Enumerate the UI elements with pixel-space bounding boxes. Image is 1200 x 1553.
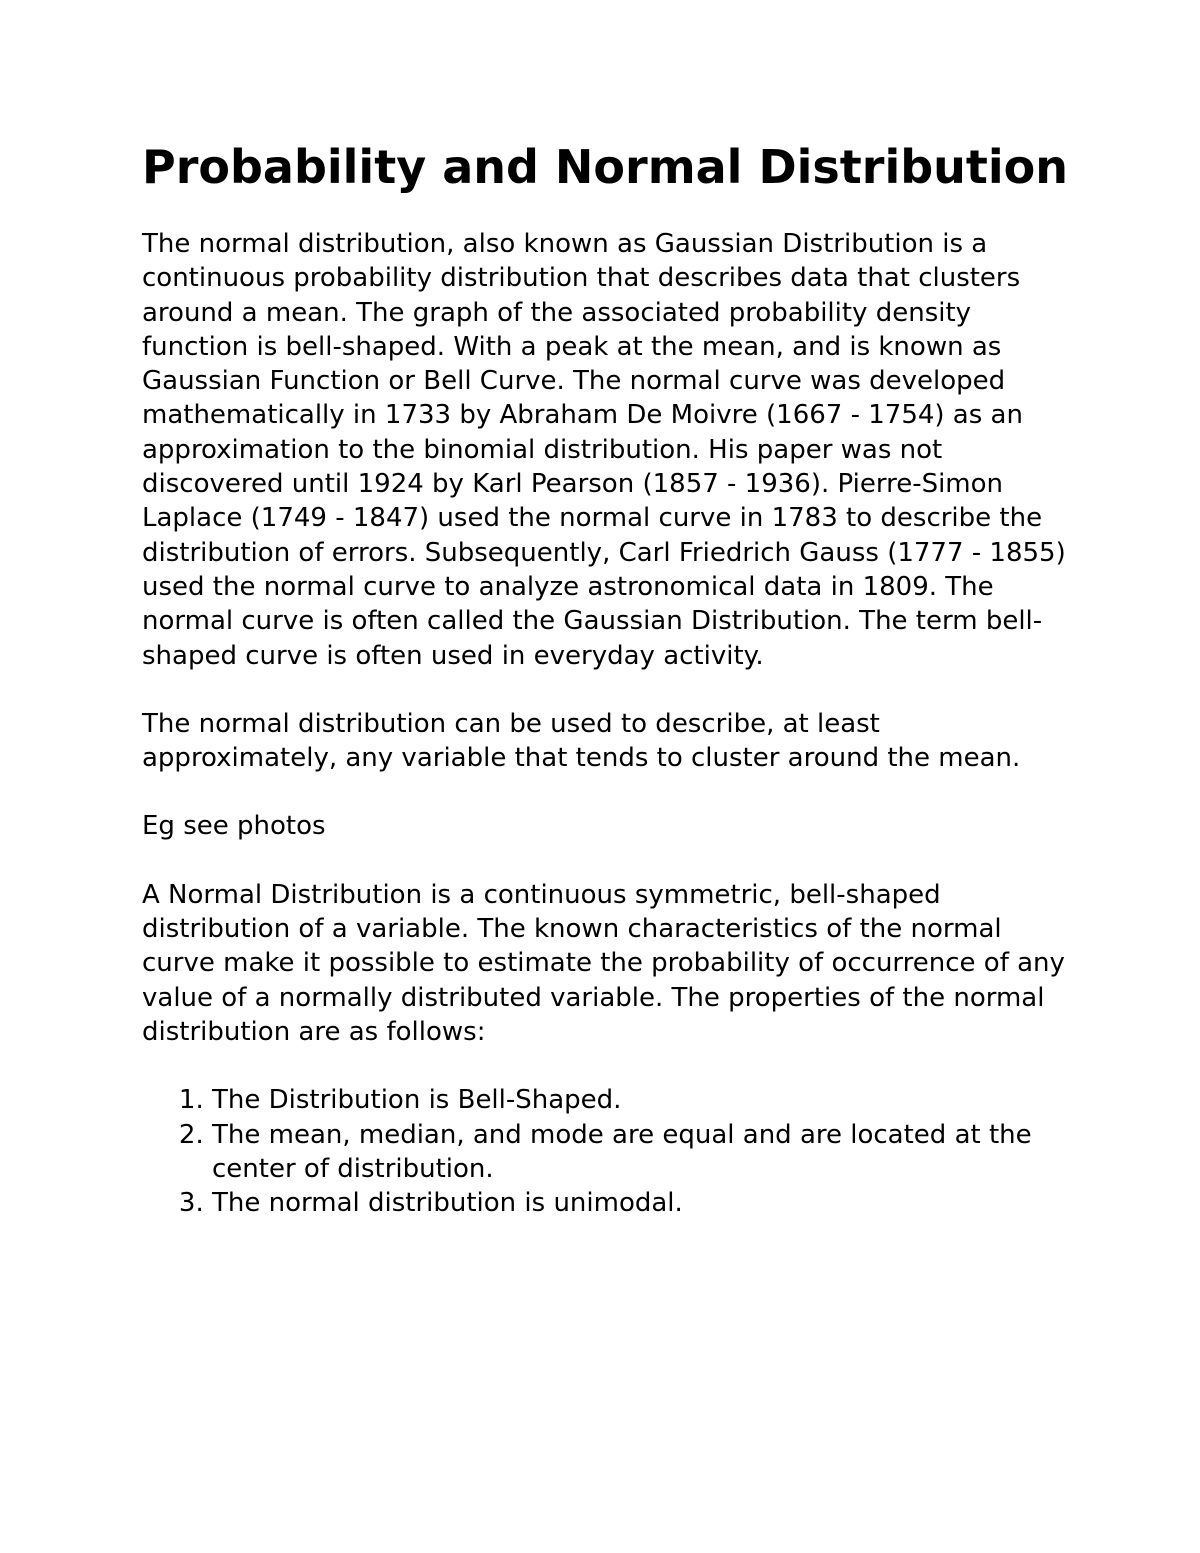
document-title: Probability and Normal Distribution — [142, 140, 1069, 194]
properties-list — [142, 1083, 1072, 1220]
list-item: 2. The mean, median, and mode are equal and are located at the center of distribution. — [212, 1118, 1072, 1187]
spacer — [142, 775, 1072, 809]
paragraph-definition: A Normal Distribution is a continuous symmetric, bell-shaped distribution of a variable. The known characteristics of the normal curve make it possible to estimate the probability of occurrence of any value of a normally distributed variable. The properties of the normal distribution are as follows: — [142, 879, 1065, 1047]
paragraph-intro: The normal distribution, also known as Gaussian Distribution is a continuous probability distribution that describes data that clusters around a mean. The graph of the associated probability density function is bell-shaped. With a peak at the mean, and is known as Gaussian Function or Bell Curve. The normal curve was developed mathematically in 1733 by Abraham De Moivre (1667 - 1754) as an approximation to the binomial distribution. His paper was not discovered until 1924 by Karl Pearson (1857 - 1936). Pierre-Simon Laplace (1749 - 1847) used the normal curve in 1783 to describe the distribution of errors. Subsequently, Carl Friedrich Gauss (1777 - 1855) used the normal curve to analyze astronomical data in 1809. The normal curve is often called the Gaussian Distribution. The term bell-shaped curve is often used in everyday activity. — [142, 229, 1066, 671]
spacer — [142, 844, 1072, 878]
paragraph-example: Eg see photos — [142, 811, 326, 842]
spacer — [142, 1049, 1072, 1083]
paragraph-usage: The normal distribution can be used to describe, at least approximately, any variable that tends to cluster around the mean. — [142, 708, 1021, 774]
spacer — [142, 673, 1072, 707]
document-page — [142, 139, 1072, 1220]
list-item: 1. The Distribution is Bell-Shaped. — [212, 1083, 1072, 1117]
list-item: 3. The normal distribution is unimodal. — [212, 1186, 1072, 1220]
spacer — [142, 195, 1072, 227]
